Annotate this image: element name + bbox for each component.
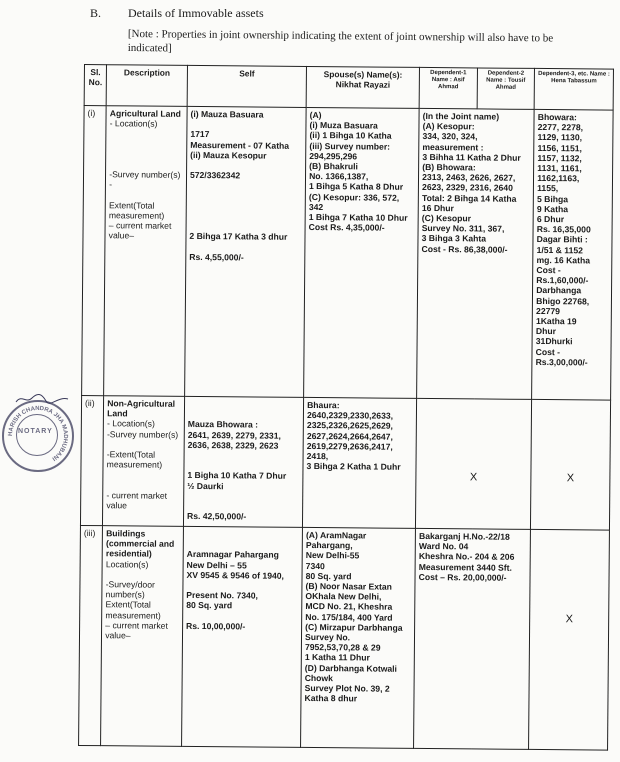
row-self: Aramnagar Pahargang New Delhi – 55 XV 9545 & 9546 of 1940, Present No. 7340, 80 Sq. yard Rs. 10,00,000/- (182, 526, 303, 747)
description-title: Non-Agricultural Land (107, 398, 176, 419)
description-body: Location(s) -Survey/door number(s) Extent(Total measurement) – current market value– (105, 558, 168, 641)
table-row (79, 525, 610, 750)
row-self: (i) Mauza Basuara 1717 Measurement - 07 Katha (ii) Mauza Kesopur 572/3362342 2 Bihga 17 Katha 3 dhur Rs. 4,55,000/- (185, 106, 307, 397)
row-sl: (iii) (79, 525, 103, 745)
header-spouse: Spouse(s) Name(s): Nikhat Rayazi (306, 66, 419, 108)
row-self: Mauza Bhowara : 2641, 2639, 2279, 2331, 2636, 2638, 2329, 2623 1 Bigha 10 Katha 7 Dhur ½ Daurki Rs. 42,50,000/- (183, 396, 303, 527)
header-sl: Sl. No. (84, 65, 107, 106)
stamp-inner-circle (16, 414, 58, 456)
header-self: Self (187, 65, 306, 107)
row-spouse: Bhaura: 2640,2329,2330,2633, 2325,2326,2625,2629, 2627,2624,2664,2647, 2619,2279,2636,2417, 2418, 3 Bihga 2 Katha 1 Duhr (303, 397, 417, 528)
row-sl: (i) (82, 106, 107, 396)
header-description: Description (106, 65, 187, 107)
row-dependent-1-2: X (416, 398, 532, 529)
row-dependent-3: X (531, 399, 611, 530)
row-dependent-3: X (529, 529, 610, 750)
row-dependent-1-2: (In the Joint name) (A) Kesopur: 334, 320, 324, measurement : 3 Bihha 11 Katha 2 Dhur (B) Bhowara: 2313, 2463, 2626, 2627, 2623, 2329, 2316, 2640 Total: 2 Bihga 14 Katha 16 Dhur (C) Kesopur Survey No. 311, 367, 3 Bihga 3 Kahta Cost - Rs. 86,38,000/- (417, 108, 535, 399)
row-description (103, 396, 185, 527)
stamp-center-text: NOTARY (18, 428, 53, 435)
header-dependent-1: Dependent-1 Name : Asif Ahmad (419, 67, 477, 109)
description-title: Buildings (commercial and residential) (105, 528, 175, 560)
row-dependent-1-2: Bakarganj H.No.-22/18 Ward No. 04 Kheshra No.- 204 & 206 Measurement 3440 Sft. Cost – Rs. 20,00,000/- (414, 528, 531, 749)
table-row (82, 106, 614, 401)
header-dependent-3: Dependent-3, etc. Name : Hena Tabassum (534, 68, 613, 110)
immovable-assets-table (78, 64, 614, 751)
section-letter: B. (90, 6, 102, 20)
row-description (104, 106, 187, 397)
svg-text:HARISH CHANDRA JHA MADHUBANI: HARISH CHANDRA JHA MADHUBANI (7, 405, 69, 462)
section-title: Details of Immovable assets (128, 6, 264, 20)
row-sl: (ii) (80, 395, 103, 525)
notary-stamp (2, 400, 74, 472)
row-spouse: (A) (i) Muza Basuara (ii) 1 Bihga 10 Katha (iii) Survey number: 294,295,296 (B) Bhakruli No. 1366,1387, 1 Bihga 5 Katha 8 Dhur (C) Kesopur: 336, 572, 342 1 Bihga 7 Katha 10 Dhur Cost Rs. 4,35,000/- (304, 107, 420, 398)
header-dependent-2: Dependent-2 Name : Tousif Ahmad (477, 68, 535, 110)
table-header-row (84, 65, 613, 111)
section-note: [Note : Properties in joint ownership indicating the extent of joint ownership will also have to be indicated] (127, 27, 554, 55)
description-body: - Location(s) -Survey number(s) - Extent(Total measurement) – current market value– (108, 118, 181, 241)
row-dependent-3: Bhowara: 2277, 2278, 1129, 1130, 1156, 1151, 1157, 1132, 1131, 1161, 1162,1163, 1155, 5 Bihga 9 Katha 6 Dhur Rs. 16,35,000 Dagar Bihti : 1/51 & 1152 mg. 16 Katha Cost - Rs.1,60,000/- Darbhanga Bhigo 22768, 22779 1Katha 19 Dhur 31Dhurki Cost - Rs.3,00,000/- (532, 109, 613, 400)
row-spouse: (A) AramNagar Pahargang, New Delhi-55 7340 80 Sq. yard (B) Noor Nasar Extan OKhala New Delhi, MCD No. 21, Kheshra No. 175/184, 400 Yard (C) Mirzapur Darbhanga Survey No. 7952,53,70,28 & 29 1 Katha 11 Dhur (D) Darbhanga Kotwali Chowk Survey Plot No. 39, 2 Katha 8 dhur (301, 527, 416, 748)
table-row (80, 395, 610, 530)
description-body: - Location(s) -Survey number(s) -Extent(Total measurement) - current market value (106, 418, 179, 511)
description-title: Agricultural Land (109, 108, 181, 119)
row-description (101, 526, 184, 747)
